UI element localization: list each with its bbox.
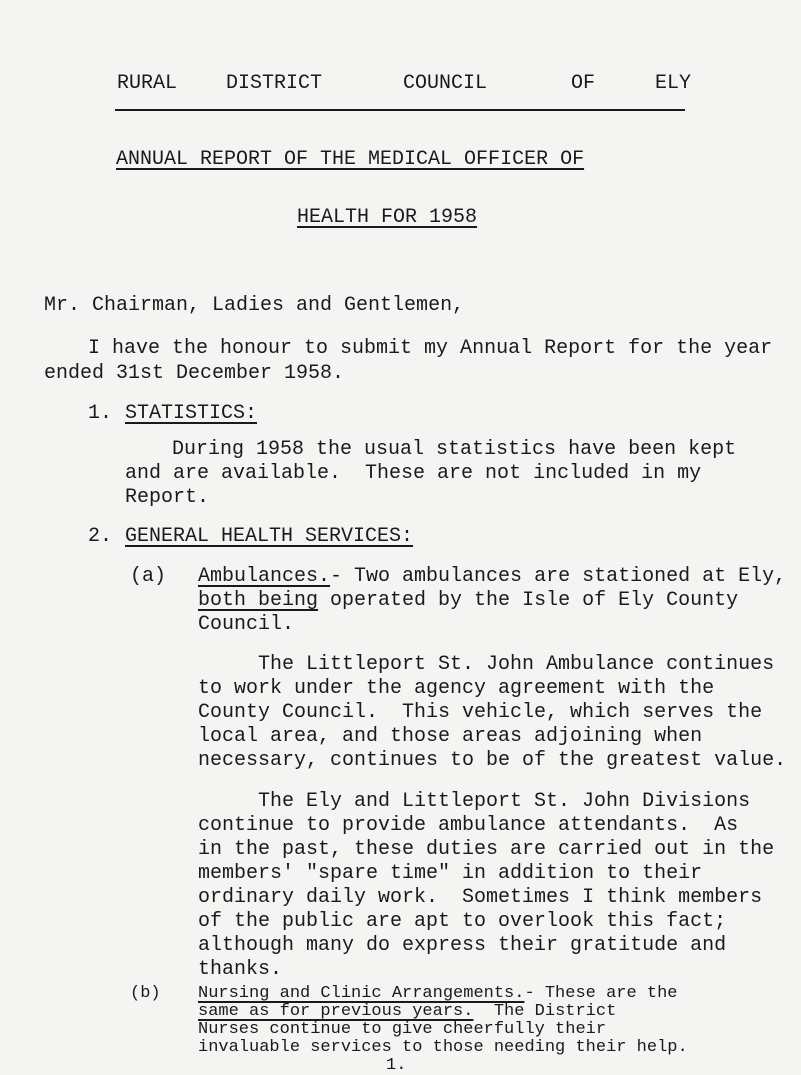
item-a-para2-line: County Council. This vehicle, which serves the	[198, 701, 763, 724]
item-a-para3-line: members' "spare time" in addition to their	[198, 862, 703, 885]
section1-line: During 1958 the usual statistics have been kept	[172, 438, 737, 461]
intro-line2: ended 31st December 1958.	[44, 362, 345, 385]
item-a-marker: (a)	[130, 565, 167, 588]
item-a-para2-line: The Littleport St. John Ambulance continues	[258, 653, 775, 676]
section1-line: and are available. These are not included in my	[125, 462, 702, 485]
section1-line: Report.	[125, 486, 210, 509]
item-a-title: Ambulances.	[198, 565, 331, 588]
header-word-of: OF	[571, 72, 596, 95]
item-a-para2-line: to work under the agency agreement with the	[198, 677, 715, 700]
item-b-line2-text: The District	[473, 1002, 617, 1021]
item-a-line1-text: - Two ambulances are stationed at Ely,	[330, 565, 787, 588]
item-a-para2-line: local area, and those areas adjoining when	[198, 725, 703, 748]
report-title-line1: ANNUAL REPORT OF THE MEDICAL OFFICER OF	[116, 148, 585, 171]
item-a-line1	[198, 565, 786, 589]
item-a-para3-line: although many do express their gratitude and	[198, 934, 727, 957]
item-a-underlined-phrase: both being	[198, 589, 319, 612]
section1-heading: STATISTICS:	[125, 402, 258, 425]
item-b-title: Nursing and Clinic Arrangements.	[198, 984, 525, 1003]
item-a-para3-line: thanks.	[198, 958, 283, 981]
item-b-line1-text: - These are the	[524, 984, 678, 1003]
page-number: 1.	[386, 1056, 407, 1075]
section2-number: 2.	[88, 525, 113, 548]
item-a-para3-line: ordinary daily work. Sometimes I think members	[198, 886, 763, 909]
item-a-para3-line: The Ely and Littleport St. John Divisions	[258, 790, 751, 813]
item-b-underlined-phrase: same as for previous years.	[198, 1002, 474, 1021]
header-word-council: COUNCIL	[403, 72, 488, 95]
header-rule	[115, 109, 685, 111]
item-a-para3-line: in the past, these duties are carried out in the	[198, 838, 775, 861]
item-b-marker: (b)	[130, 984, 161, 1003]
item-b-line1	[198, 985, 677, 1003]
item-b-line2	[198, 1003, 616, 1021]
salutation: Mr. Chairman, Ladies and Gentlemen,	[44, 294, 465, 317]
section1-number: 1.	[88, 402, 113, 425]
item-a-line2-text: operated by the Isle of Ely County	[318, 589, 739, 612]
item-a-para2-line: necessary, continues to be of the greatest value.	[198, 749, 787, 772]
item-a-para3-line: of the public are apt to overlook this fact;	[198, 910, 727, 933]
header-word-district: DISTRICT	[226, 72, 323, 95]
report-title-line2: HEALTH FOR 1958	[297, 206, 478, 229]
header-word-rural: RURAL	[117, 72, 178, 95]
header-word-ely: ELY	[655, 72, 692, 95]
item-b-line: Nurses continue to give cheerfully their	[198, 1020, 607, 1039]
section2-heading: GENERAL HEALTH SERVICES:	[125, 525, 414, 548]
item-a-para3-line: continue to provide ambulance attendants. As	[198, 814, 739, 837]
intro-line1: I have the honour to submit my Annual Report for the year	[88, 337, 773, 360]
item-b-line: invaluable services to those needing their help.	[198, 1038, 688, 1057]
item-a-line3: Council.	[198, 613, 295, 636]
item-a-line2	[198, 589, 738, 613]
